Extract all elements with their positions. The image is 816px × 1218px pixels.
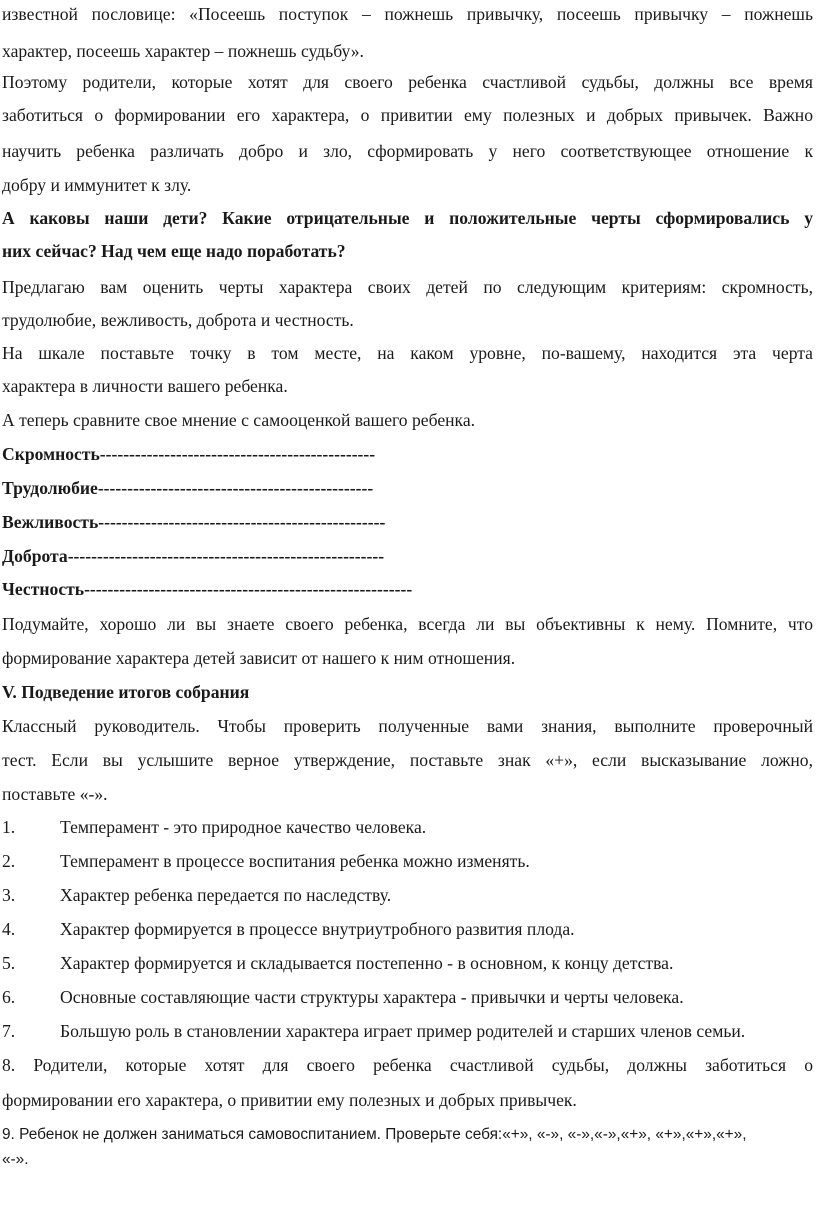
test-paragraph-line-1: Классный руководитель. Чтобы проверить полученные вами знания, выполните проверочный bbox=[2, 716, 813, 736]
parents-paragraph-line-3: научить ребенка различать добро и зло, сформировать у него соответствующее отношение к bbox=[2, 141, 813, 161]
test-item-number: 7. bbox=[2, 1021, 16, 1041]
test-item-text: Характер формируется и складывается постепенно - в основном, к концу детства. bbox=[60, 953, 674, 973]
test-item-number: 3. bbox=[2, 885, 16, 905]
reflect-paragraph-line-2: формирование характера детей зависит от нашего к ним отношения. bbox=[2, 648, 516, 668]
test-item-number: 6. bbox=[2, 987, 16, 1007]
item-8-line-1: 8. Родители, которые хотят для своего ребенка счастливой судьбы, должны заботиться о bbox=[2, 1055, 813, 1075]
parents-paragraph-line-1: Поэтому родители, которые хотят для своего ребенка счастливой судьбы, должны все время bbox=[2, 72, 813, 92]
scale-paragraph-line-1: На шкале поставьте точку в том месте, на каком уровне, по-вашему, находится эта черта bbox=[2, 343, 813, 363]
test-item-text: Основные составляющие части структуры характера - привычки и черты человека. bbox=[60, 987, 684, 1007]
test-item-text: Темперамент в процессе воспитания ребенка можно изменять. bbox=[60, 851, 530, 871]
question-heading-line-1: А каковы наши дети? Какие отрицательные и положительные черты сформировались у bbox=[2, 208, 813, 228]
test-item-number: 1. bbox=[2, 817, 16, 837]
trait-politeness: Вежливость------------------------------------------------- bbox=[2, 512, 386, 532]
test-item-text: Характер формируется в процессе внутриутробного развития плода. bbox=[60, 919, 575, 939]
evaluate-paragraph-line-1: Предлагаю вам оценить черты характера своих детей по следующим критериям: скромность, bbox=[2, 277, 813, 297]
test-item-number: 4. bbox=[2, 919, 16, 939]
parents-paragraph-line-2: заботиться о формировании его характера, о привитии ему полезных и добрых привычек. Важно bbox=[2, 105, 813, 125]
test-item-number: 2. bbox=[2, 851, 16, 871]
item-9-line-1: 9. Ребенок не должен заниматься самовоспитанием. Проверьте себя:«+», «-», «-»,«-»,«+», «+»,«+»,«+», bbox=[2, 1126, 747, 1143]
intro-line-2: характер, посеешь характер – пожнешь судьбу». bbox=[2, 41, 364, 61]
section-heading: V. Подведение итогов собрания bbox=[2, 682, 250, 702]
reflect-paragraph-line-1: Подумайте, хорошо ли вы знаете своего ребенка, всегда ли вы объективны к нему. Помните, что bbox=[2, 614, 813, 634]
trait-modesty: Скромность----------------------------------------------- bbox=[2, 444, 376, 464]
trait-diligence: Трудолюбие----------------------------------------------- bbox=[2, 478, 374, 498]
question-heading-line-2: них сейчас? Над чем еще надо поработать? bbox=[2, 241, 346, 261]
test-paragraph-line-3: поставьте «-». bbox=[2, 784, 108, 804]
trait-honesty: Честность-------------------------------------------------------- bbox=[2, 579, 413, 599]
test-item-text: Характер ребенка передается по наследству. bbox=[60, 885, 392, 905]
item-8-line-2: формировании его характера, о привитии ему полезных и добрых привычек. bbox=[2, 1090, 577, 1110]
test-paragraph-line-2: тест. Если вы услышите верное утверждение, поставьте знак «+», если высказывание ложно, bbox=[2, 750, 813, 770]
evaluate-paragraph-line-2: трудолюбие, вежливость, доброта и честность. bbox=[2, 310, 354, 330]
test-item-number: 5. bbox=[2, 953, 16, 973]
item-9-line-2: «-». bbox=[2, 1151, 29, 1168]
trait-kindness: Доброта------------------------------------------------------ bbox=[2, 546, 385, 566]
scale-paragraph-line-2: характера в личности вашего ребенка. bbox=[2, 376, 288, 396]
test-item-text: Большую роль в становлении характера играет пример родителей и старших членов семьи. bbox=[60, 1021, 746, 1041]
compare-paragraph: А теперь сравните свое мнение с самооценкой вашего ребенка. bbox=[2, 410, 476, 430]
parents-paragraph-line-4: добру и иммунитет к злу. bbox=[2, 175, 192, 195]
test-item-text: Темперамент - это природное качество человека. bbox=[60, 817, 427, 837]
intro-line-1: известной пословице: «Посеешь поступок – пожнешь привычку, посеешь привычку – пожнешь bbox=[2, 4, 813, 24]
